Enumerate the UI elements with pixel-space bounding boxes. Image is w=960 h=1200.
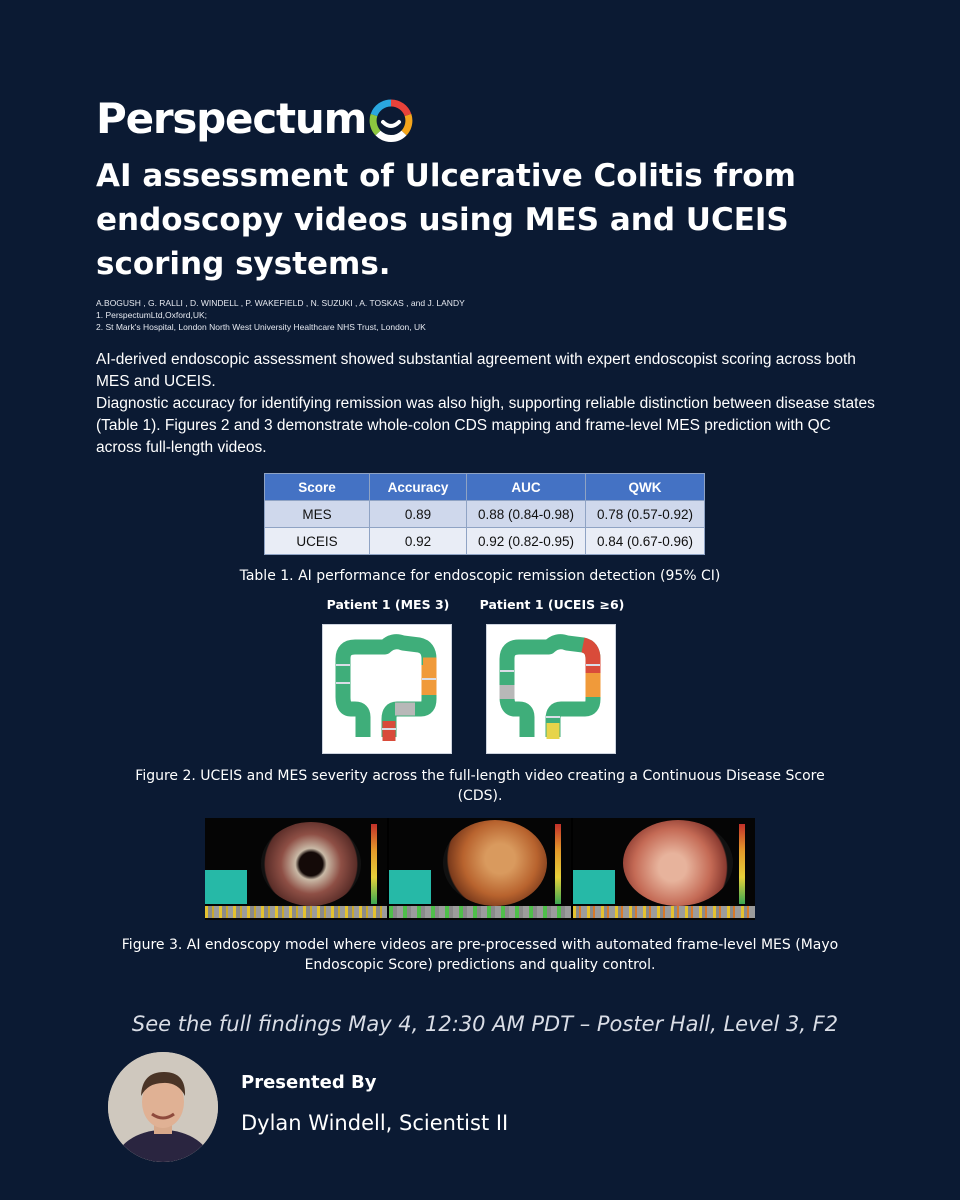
table-cell: 0.92 (0.82-0.95) bbox=[467, 528, 586, 555]
author-list bbox=[96, 297, 896, 333]
findings-callout: See the full findings May 4, 12:30 AM PDT – Poster Hall, Level 3, F2 bbox=[131, 1012, 839, 1036]
affiliation-1: 1. PerspectumLtd,Oxford,UK; bbox=[96, 310, 208, 320]
figure2-label-right: Patient 1 (UCEIS ≥6) bbox=[479, 597, 625, 612]
table-row bbox=[265, 501, 705, 528]
endoscopy-frames-strip bbox=[205, 818, 755, 920]
table-cell: MES bbox=[265, 501, 370, 528]
table-header-row bbox=[265, 474, 705, 501]
table-row bbox=[265, 528, 705, 555]
header-accuracy: Accuracy bbox=[370, 474, 467, 501]
table-cell: 0.92 bbox=[370, 528, 467, 555]
colon-diagram-icon bbox=[323, 625, 451, 753]
brand-name: Perspectum bbox=[96, 94, 367, 143]
affiliation-2: 2. St Mark's Hospital, London North West University Healthcare NHS Trust, London, UK bbox=[96, 322, 426, 332]
presenter-name: Dylan Windell, Scientist II bbox=[241, 1111, 509, 1135]
results-table bbox=[264, 473, 705, 555]
colon-map-mes bbox=[322, 624, 452, 754]
person-photo-icon bbox=[108, 1052, 218, 1162]
colon-diagram-icon bbox=[487, 625, 615, 753]
table-cell: 0.88 (0.84-0.98) bbox=[467, 501, 586, 528]
table-cell: UCEIS bbox=[265, 528, 370, 555]
author-names: A.BOGUSH , G. RALLI , D. WINDELL , P. WAKEFIELD , N. SUZUKI , A. TOSKAS , and J. LANDY bbox=[96, 298, 465, 308]
figure2-label-left: Patient 1 (MES 3) bbox=[326, 597, 450, 612]
figure3-caption: Figure 3. AI endoscopy model where videos are pre-processed with automated frame-level MES (Mayo Endoscopic Score) predictions and quality control. bbox=[121, 937, 839, 973]
endoscopy-frame bbox=[205, 818, 387, 920]
table-cell: 0.84 (0.67-0.96) bbox=[586, 528, 705, 555]
colon-map-uceis bbox=[486, 624, 616, 754]
summary-text bbox=[96, 349, 876, 459]
table-cell: 0.89 bbox=[370, 501, 467, 528]
poster-title: AI assessment of Ulcerative Colitis from endoscopy videos using MES and UCEIS scoring systems. bbox=[96, 158, 796, 282]
header-qwk: QWK bbox=[586, 474, 705, 501]
brand-logo bbox=[96, 94, 414, 144]
endoscopy-frame bbox=[389, 818, 571, 920]
summary-paragraph-1: AI-derived endoscopic assessment showed substantial agreement with expert endoscopist scoring across both MES and UCEIS. bbox=[96, 351, 856, 390]
header-auc: AUC bbox=[467, 474, 586, 501]
table-cell: 0.78 (0.57-0.92) bbox=[586, 501, 705, 528]
presented-by-heading: Presented By bbox=[241, 1072, 377, 1093]
table-caption: Table 1. AI performance for endoscopic remission detection (95% CI) bbox=[239, 568, 721, 584]
endoscopy-frame bbox=[573, 818, 755, 920]
summary-paragraph-2: Diagnostic accuracy for identifying remission was also high, supporting reliable distinction between disease states (Table 1). Figures 2 and 3 demonstrate whole-colon CDS mapping and frame-level MES prediction with QC across full-length videos. bbox=[96, 395, 875, 456]
header-score: Score bbox=[265, 474, 370, 501]
figure2-caption: Figure 2. UCEIS and MES severity across the full-length video creating a Continuous Disease Score (CDS). bbox=[135, 768, 825, 804]
ring-smile-icon bbox=[368, 98, 414, 144]
